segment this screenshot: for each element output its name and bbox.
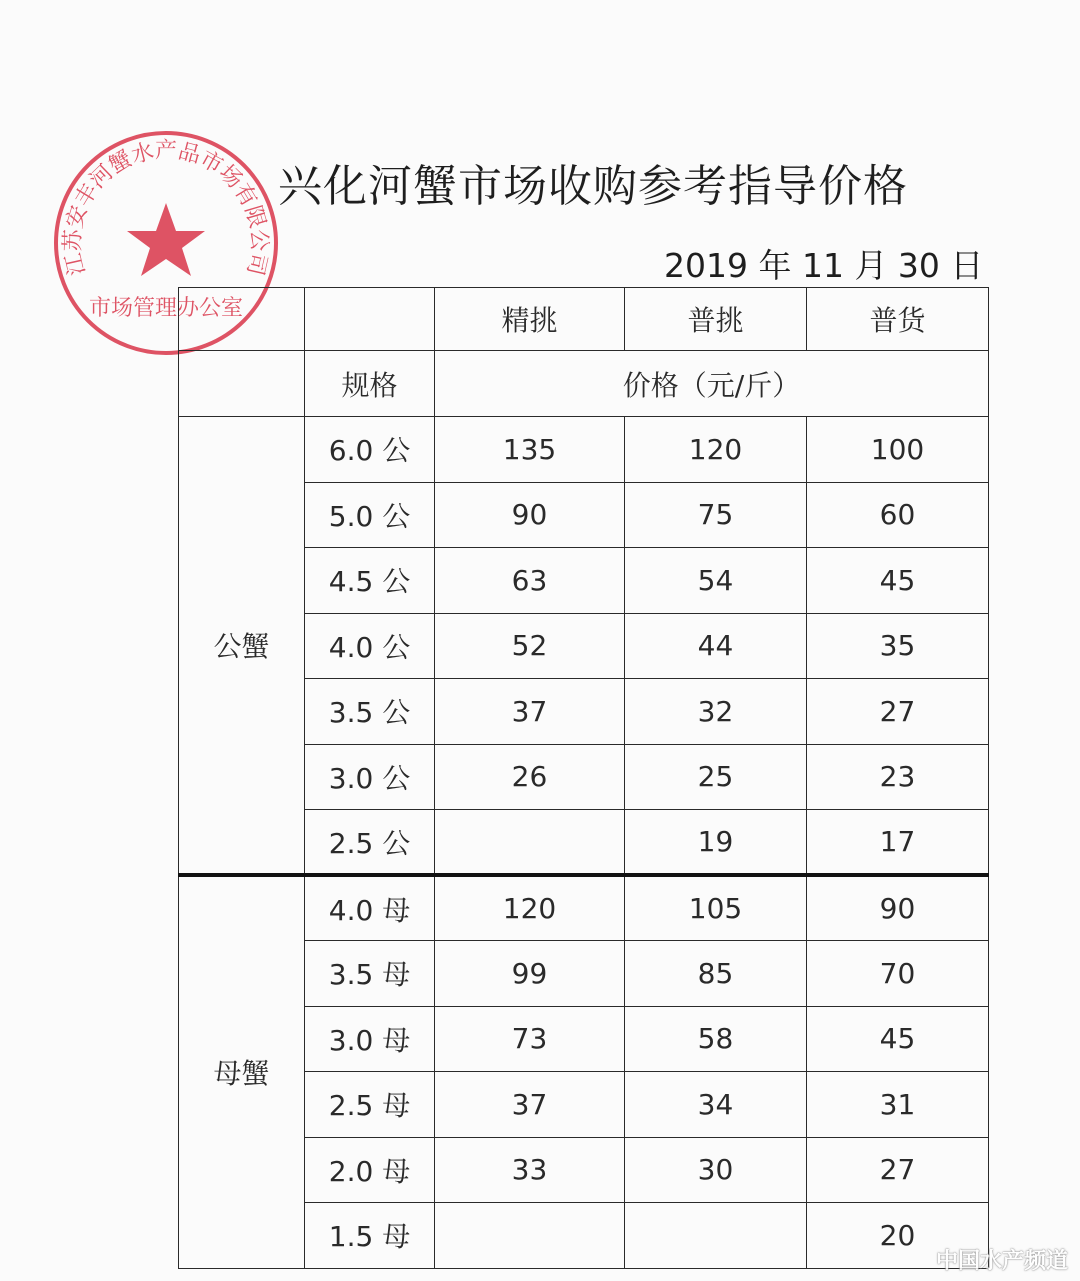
spec-cell: 1.5 母: [305, 1203, 435, 1269]
spec-cell: 3.5 公: [305, 679, 435, 745]
price-cell: 34: [625, 1072, 807, 1138]
price-cell: 23: [807, 744, 989, 810]
document-date: 2019 年 11 月 30 日: [664, 246, 984, 285]
price-cell: [625, 1203, 807, 1269]
price-cell: [435, 1203, 625, 1269]
price-cell: 58: [625, 1006, 807, 1072]
table-row: [179, 875, 989, 941]
price-cell: 27: [807, 679, 989, 745]
spec-cell: 2.5 母: [305, 1072, 435, 1138]
price-cell: 85: [625, 941, 807, 1007]
spec-cell: 6.0 公: [305, 417, 435, 483]
price-cell: 20: [807, 1203, 989, 1269]
price-cell: 99: [435, 941, 625, 1007]
price-cell: 33: [435, 1137, 625, 1203]
spec-cell: 3.5 母: [305, 941, 435, 1007]
price-cell: 105: [625, 875, 807, 941]
price-cell: 90: [807, 875, 989, 941]
female-crab-group-label: 母蟹: [179, 875, 305, 1268]
spec-cell: 5.0 公: [305, 482, 435, 548]
seal-star-icon: [127, 203, 205, 276]
seal-outer-text: 江苏安丰河蟹水产品市场有限公司: [60, 138, 272, 278]
empty-group-cell: [179, 351, 305, 417]
male-crab-group-label: 公蟹: [179, 417, 305, 876]
table-row: [179, 417, 989, 483]
price-cell: 90: [435, 482, 625, 548]
price-cell: 100: [807, 417, 989, 483]
price-cell: 27: [807, 1137, 989, 1203]
price-cell: 73: [435, 1006, 625, 1072]
price-cell: 37: [435, 679, 625, 745]
price-cell: 45: [807, 548, 989, 614]
spec-cell: 3.0 母: [305, 1006, 435, 1072]
price-cell: 70: [807, 941, 989, 1007]
price-cell: 17: [807, 810, 989, 876]
spec-cell: 2.0 母: [305, 1137, 435, 1203]
seal-inner-text: 市场管理办公室: [88, 296, 244, 321]
price-cell: 120: [625, 417, 807, 483]
price-cell: 35: [807, 613, 989, 679]
grade-header-2: 普挑: [625, 288, 807, 351]
empty-corner-cell: [179, 288, 305, 351]
price-table: [178, 287, 989, 1269]
watermark-text: 中国水产频道: [935, 1249, 1068, 1274]
spec-cell: 4.0 母: [305, 875, 435, 941]
price-cell: 30: [625, 1137, 807, 1203]
price-cell: 63: [435, 548, 625, 614]
price-cell: 31: [807, 1072, 989, 1138]
price-cell: 60: [807, 482, 989, 548]
price-cell: 75: [625, 482, 807, 548]
empty-header-cell: [305, 288, 435, 351]
spec-header: 规格: [305, 351, 435, 417]
document-title: 兴化河蟹市场收购参考指导价格: [278, 161, 908, 212]
price-cell: 54: [625, 548, 807, 614]
spec-cell: 3.0 公: [305, 744, 435, 810]
price-cell: 32: [625, 679, 807, 745]
price-unit-header: 价格（元/斤）: [435, 351, 989, 417]
grade-header-3: 普货: [807, 288, 989, 351]
price-cell: 44: [625, 613, 807, 679]
price-cell: 26: [435, 744, 625, 810]
price-cell: 135: [435, 417, 625, 483]
grade-header-1: 精挑: [435, 288, 625, 351]
price-cell: 25: [625, 744, 807, 810]
price-cell: 52: [435, 613, 625, 679]
price-cell: 120: [435, 875, 625, 941]
spec-cell: 2.5 公: [305, 810, 435, 876]
price-cell: 19: [625, 810, 807, 876]
grade-header-row: [179, 288, 989, 351]
subheader-row: [179, 351, 989, 417]
spec-cell: 4.5 公: [305, 548, 435, 614]
price-cell: [435, 810, 625, 876]
price-cell: 45: [807, 1006, 989, 1072]
spec-cell: 4.0 公: [305, 613, 435, 679]
price-cell: 37: [435, 1072, 625, 1138]
